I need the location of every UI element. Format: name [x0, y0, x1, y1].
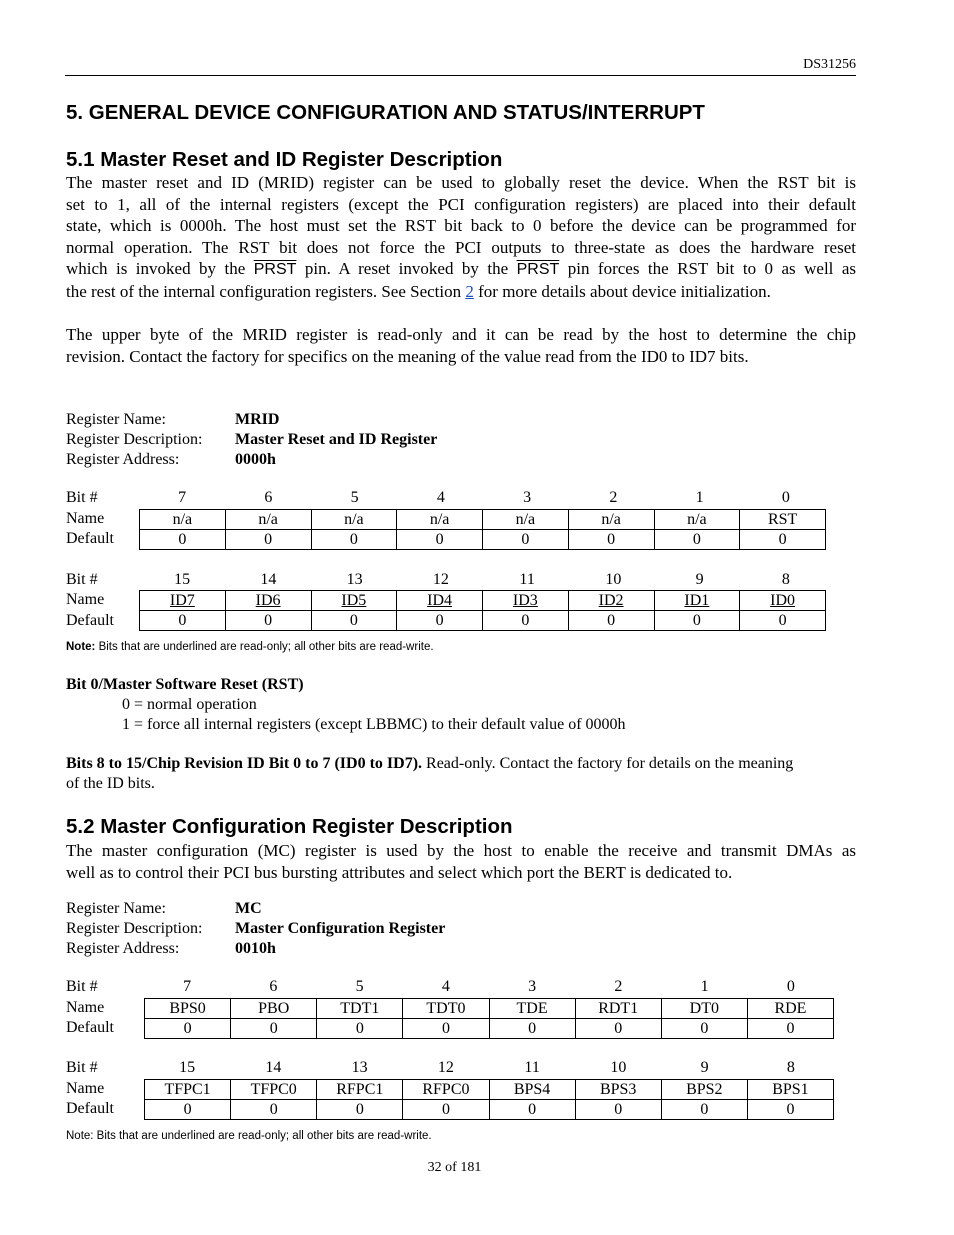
s51-p1-line-2: set to 1, all of the internal registers (except the PCI configuration registers) are placed into their default — [66, 194, 856, 214]
note-text: Bits that are underlined are read-only; all other bits are read-write. — [95, 641, 434, 653]
mc-high-byte-table — [144, 1079, 834, 1120]
header-rule — [65, 75, 856, 76]
mrid-low-byte-table — [139, 509, 826, 550]
bit-number: 0 — [781, 489, 790, 506]
bit-number: 4 — [441, 978, 450, 995]
register-bit-cell: 0 — [225, 611, 311, 631]
register-bit-cell: TDT0 — [403, 999, 489, 1019]
bit0-option-0: 0 = normal operation — [122, 696, 257, 713]
register-bit-cell: 0 — [489, 1019, 575, 1039]
register-bit-cell: 0 — [403, 1100, 489, 1120]
read-only-bit-name: ID6 — [255, 591, 281, 609]
bit-number: 11 — [524, 1059, 540, 1076]
bits8-15-text-cont: of the ID bits. — [66, 775, 155, 792]
register-bit-cell: BPS3 — [575, 1080, 661, 1100]
register-bit-cell: 0 — [568, 611, 654, 631]
register-bit-cell: DT0 — [661, 999, 747, 1019]
default-row — [145, 1019, 834, 1039]
register-description-value: Master Reset and ID Register — [235, 431, 438, 448]
mrid-note — [66, 641, 434, 653]
register-address-value: 0000h — [235, 451, 276, 468]
bit-number: 3 — [523, 489, 532, 506]
name-label: Name — [66, 1080, 105, 1097]
register-bit-cell: PBO — [231, 999, 317, 1019]
bit-number: 12 — [437, 1059, 454, 1076]
register-bit-cell: TDE — [489, 999, 575, 1019]
register-bit-cell: 0 — [740, 530, 826, 550]
s51-p1-line-4: normal operation. The RST bit does not force the PCI outputs to three-state as does the hardware reset — [66, 237, 856, 257]
register-bit-cell: 0 — [740, 611, 826, 631]
bit-number-label: Bit # — [66, 1059, 98, 1076]
register-bit-cell: 0 — [231, 1019, 317, 1039]
register-bit-cell: 0 — [575, 1100, 661, 1120]
mc-low-byte-table — [144, 998, 834, 1039]
register-bit-cell: 0 — [483, 530, 569, 550]
s52-paragraph-1 — [66, 840, 856, 883]
s51-paragraph-1 — [66, 172, 856, 303]
section-5-1-heading: 5.1 Master Reset and ID Register Description — [66, 148, 503, 171]
document-id: DS31256 — [803, 57, 856, 72]
read-only-bit-name: ID1 — [684, 591, 710, 609]
bit-number-label: Bit # — [66, 978, 98, 995]
register-bit-cell — [568, 591, 654, 611]
bit-number: 4 — [436, 489, 445, 506]
bit-number: 15 — [174, 571, 191, 588]
read-only-bit-name: ID2 — [598, 591, 624, 609]
bit-number: 9 — [700, 1059, 709, 1076]
bit-number: 11 — [519, 571, 535, 588]
bit-number: 1 — [700, 978, 709, 995]
register-bit-cell: RFPC1 — [317, 1080, 403, 1100]
register-bit-cell: 0 — [397, 530, 483, 550]
register-bit-cell: 0 — [225, 530, 311, 550]
register-bit-cell: 0 — [575, 1019, 661, 1039]
register-bit-cell: 0 — [747, 1019, 833, 1039]
register-bit-cell: 0 — [145, 1100, 231, 1120]
register-bit-cell: BPS0 — [145, 999, 231, 1019]
page-number: 32 of 181 — [427, 1160, 482, 1175]
s51-paragraph-2 — [66, 324, 856, 367]
mc-note: Note: Bits that are underlined are read-only; all other bits are read-write. — [66, 1130, 432, 1142]
register-description-value: Master Configuration Register — [235, 920, 446, 937]
bit-number: 0 — [786, 978, 795, 995]
s51-p1-line-6b: for more details about device initialization. — [473, 281, 771, 301]
register-bit-cell: RDE — [747, 999, 833, 1019]
mrid-register-info — [66, 410, 666, 472]
register-bit-cell: n/a — [225, 510, 311, 530]
register-bit-cell: 0 — [231, 1100, 317, 1120]
bit-number: 10 — [610, 1059, 627, 1076]
bit0-title: Bit 0/Master Software Reset (RST) — [66, 676, 304, 693]
bit-number: 1 — [695, 489, 704, 506]
bit0-option-1: 1 = force all internal registers (except LBBMC) to their default value of 0000h — [122, 716, 626, 733]
bit-number: 2 — [609, 489, 618, 506]
register-bit-cell — [140, 591, 226, 611]
register-bit-cell: 0 — [483, 611, 569, 631]
name-row — [145, 999, 834, 1019]
register-bit-cell: n/a — [397, 510, 483, 530]
register-bit-cell: BPS1 — [747, 1080, 833, 1100]
name-label: Name — [66, 591, 105, 608]
default-row — [145, 1100, 834, 1120]
register-bit-cell — [740, 591, 826, 611]
register-bit-cell: BPS2 — [661, 1080, 747, 1100]
note-bold-label: Note: — [66, 641, 96, 653]
read-only-bit-name: ID0 — [770, 591, 796, 609]
register-bit-cell: RST — [740, 510, 826, 530]
bits8-15-title: Bits 8 to 15/Chip Revision ID Bit 0 to 7 (ID0 to ID7). — [66, 755, 423, 772]
register-name-label: Register Name: — [66, 411, 166, 428]
bit-number: 3 — [528, 978, 537, 995]
register-bit-cell: BPS4 — [489, 1080, 575, 1100]
bit-number: 6 — [269, 978, 278, 995]
register-bit-cell: n/a — [140, 510, 226, 530]
section-5-2-heading: 5.2 Master Configuration Register Description — [66, 815, 513, 838]
bit-number: 14 — [260, 571, 277, 588]
bit-number: 7 — [178, 489, 187, 506]
register-bit-cell: 0 — [654, 611, 740, 631]
bit-number-label: Bit # — [66, 571, 98, 588]
register-bit-cell: 0 — [140, 611, 226, 631]
bit-number: 5 — [355, 978, 364, 995]
s51-p1-line-5a: which is invoked by the — [66, 259, 254, 279]
register-name-value: MC — [235, 900, 262, 917]
read-only-bit-name: ID7 — [169, 591, 195, 609]
s52-p1-line-2: well as to control their PCI bus bursting attributes and select which port the BERT is dedicated to. — [66, 862, 733, 882]
register-bit-cell: 0 — [747, 1100, 833, 1120]
bit-number: 12 — [432, 571, 449, 588]
mc-register-info — [66, 899, 666, 961]
register-bit-cell: 0 — [317, 1019, 403, 1039]
bit-number: 13 — [351, 1059, 368, 1076]
read-only-bit-name: ID3 — [512, 591, 538, 609]
register-bit-cell — [654, 591, 740, 611]
default-label: Default — [66, 612, 114, 629]
bit-number: 8 — [781, 571, 790, 588]
bit-number: 8 — [786, 1059, 795, 1076]
s51-p1-line-6 — [66, 281, 856, 303]
s51-p1-line-5b: pin. A reset invoked by the — [296, 259, 517, 279]
register-address-value: 0010h — [235, 940, 276, 957]
register-bit-cell: n/a — [654, 510, 740, 530]
register-bit-cell: 0 — [311, 530, 397, 550]
register-description-label: Register Description: — [66, 431, 203, 448]
register-bit-cell: 0 — [311, 611, 397, 631]
register-address-label: Register Address: — [66, 940, 180, 957]
s51-p1-line-5c: pin forces the RST bit to 0 as well as — [559, 259, 857, 279]
register-bit-cell: n/a — [568, 510, 654, 530]
default-label: Default — [66, 1100, 114, 1117]
register-bit-cell: TFPC0 — [231, 1080, 317, 1100]
bit-number-label: Bit # — [66, 489, 98, 506]
register-bit-cell: 0 — [654, 530, 740, 550]
register-bit-cell: RDT1 — [575, 999, 661, 1019]
register-bit-cell: 0 — [568, 530, 654, 550]
prst-signal-2: PRST — [516, 261, 560, 279]
name-label: Name — [66, 510, 105, 527]
register-bit-cell: 0 — [661, 1019, 747, 1039]
register-name-label: Register Name: — [66, 900, 166, 917]
default-row — [140, 611, 826, 631]
register-bit-cell: 0 — [403, 1019, 489, 1039]
bit-number: 6 — [264, 489, 273, 506]
s51-p1-line-1: The master reset and ID (MRID) register can be used to globally reset the device. When the RST bit is — [66, 173, 856, 192]
name-label: Name — [66, 999, 105, 1016]
name-row — [140, 510, 826, 530]
register-bit-cell: 0 — [489, 1100, 575, 1120]
default-label: Default — [66, 530, 114, 547]
bits8-15-description — [66, 754, 793, 774]
bit-number: 14 — [265, 1059, 282, 1076]
register-bit-cell: 0 — [140, 530, 226, 550]
register-bit-cell: RFPC0 — [403, 1080, 489, 1100]
name-row — [145, 1080, 834, 1100]
register-bit-cell: TFPC1 — [145, 1080, 231, 1100]
bit-number: 10 — [605, 571, 622, 588]
register-name-value: MRID — [235, 411, 280, 428]
register-bit-cell: TDT1 — [317, 999, 403, 1019]
read-only-bit-name: ID4 — [427, 591, 453, 609]
name-row — [140, 591, 826, 611]
s51-p2-line-2: revision. Contact the factory for specifics on the meaning of the value read from the ID0 to ID7 bits. — [66, 346, 749, 366]
register-bit-cell: n/a — [311, 510, 397, 530]
mrid-high-byte-table — [139, 590, 826, 631]
register-bit-cell — [225, 591, 311, 611]
register-bit-cell — [483, 591, 569, 611]
bit-number: 2 — [614, 978, 623, 995]
bit-number: 9 — [695, 571, 704, 588]
register-description-label: Register Description: — [66, 920, 203, 937]
register-bit-cell: 0 — [661, 1100, 747, 1120]
s51-p1-line-3: state, which is 0000h. The host must set the RST bit back to 0 before the device can be programmed for — [66, 216, 856, 236]
bit-number: 15 — [179, 1059, 196, 1076]
s51-p2-line-1: The upper byte of the MRID register is read-only and it can be read by the host to determine the chip — [66, 325, 856, 344]
register-bit-cell: n/a — [483, 510, 569, 530]
register-address-label: Register Address: — [66, 451, 180, 468]
prst-signal-1: PRST — [253, 261, 297, 279]
bits8-15-text: Read-only. Contact the factory for details on the meaning — [422, 755, 794, 772]
register-bit-cell: 0 — [397, 611, 483, 631]
read-only-bit-name: ID5 — [341, 591, 367, 609]
bit-number: 7 — [183, 978, 192, 995]
register-bit-cell: 0 — [317, 1100, 403, 1120]
section-2-link[interactable]: 2 — [465, 281, 474, 301]
default-row — [140, 530, 826, 550]
register-bit-cell — [397, 591, 483, 611]
bit-number: 5 — [350, 489, 359, 506]
default-label: Default — [66, 1019, 114, 1036]
s52-p1-line-1: The master configuration (MC) register is used by the host to enable the receive and transmit DMAs as — [66, 841, 856, 860]
register-bit-cell — [311, 591, 397, 611]
s51-p1-line-5 — [66, 258, 856, 281]
bit-number: 13 — [346, 571, 363, 588]
section-5-heading: 5. GENERAL DEVICE CONFIGURATION AND STATUS/INTERRUPT — [66, 101, 705, 124]
register-bit-cell: 0 — [145, 1019, 231, 1039]
s51-p1-line-6a: the rest of the internal configuration registers. See Section — [66, 281, 466, 301]
